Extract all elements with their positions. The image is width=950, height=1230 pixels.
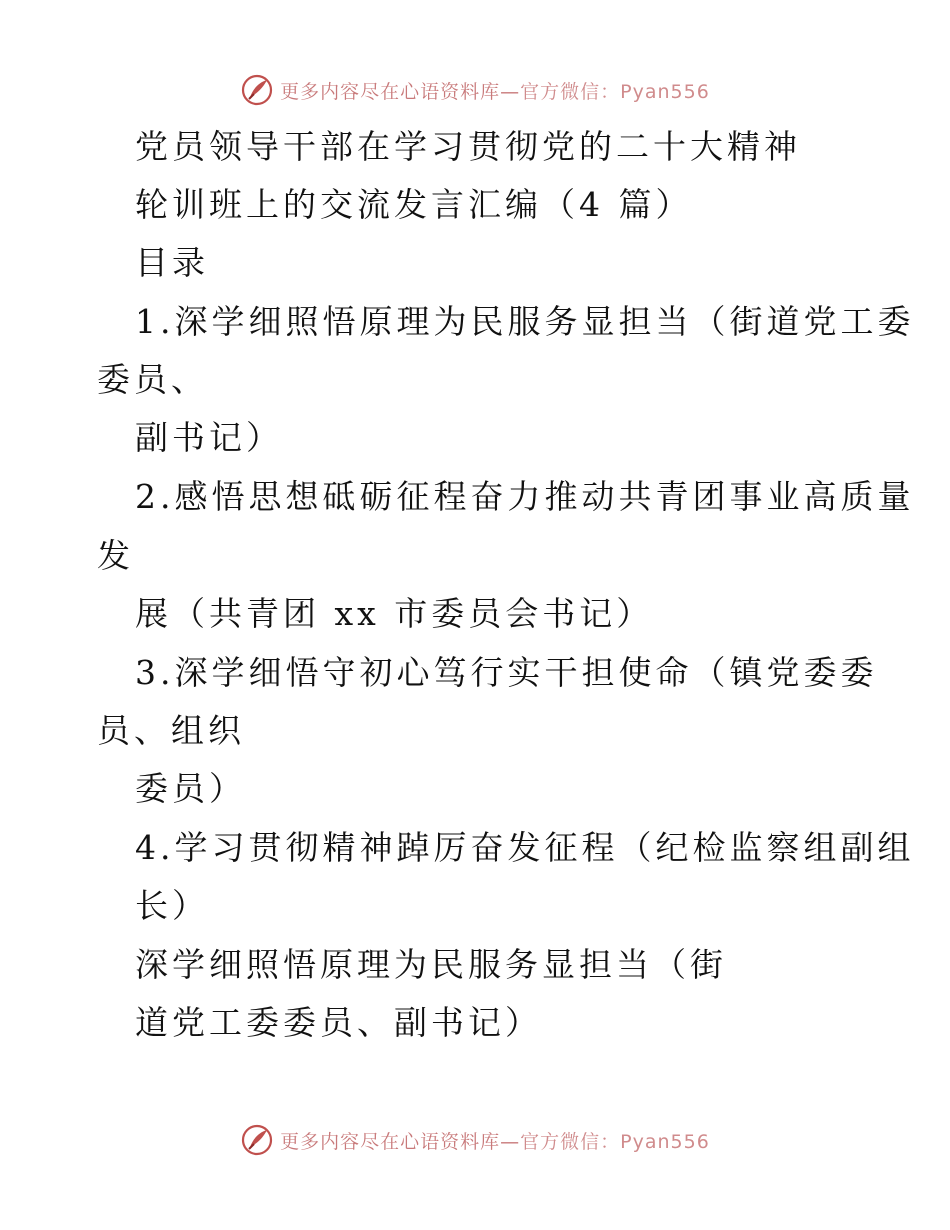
toc-item-4-line1: 4.学习贯彻精神踔厉奋发征程（纪检监察组副组 [135,828,915,867]
toc-item-4-line2: 长） [135,886,209,925]
section-title-line2: 道党工委委员、副书记） [135,1003,542,1042]
quill-logo-icon [240,73,274,107]
toc-item-2-line3: 展（共青团 xx 市委员会书记） [135,594,654,633]
watermark-footer [0,1120,950,1160]
watermark-wechat-text: 官方微信：Pyan556 [520,80,710,103]
watermark-text [280,1127,710,1154]
section-title-line1: 深学细照悟原理为民服务显担当（街 [135,945,727,984]
toc-item-3-line3: 委员） [135,769,246,808]
watermark-separator: — [500,1130,521,1153]
watermark-separator: — [500,80,521,103]
toc-heading: 目录 [135,243,209,282]
toc-item-2-line1: 2.感悟思想砥砺征程奋力推动共青团事业高质量 [135,477,915,516]
toc-item-1-line1: 1.深学细照悟原理为民服务显担当（街道党工委 [135,302,915,341]
quill-logo-icon [240,1123,274,1157]
watermark-text [280,77,710,104]
toc-item-3-line1: 3.深学细悟守初心笃行实干担使命（镇党委委 [135,653,878,692]
watermark-wechat-text: 官方微信：Pyan556 [520,1130,710,1153]
toc-item-1-line3: 副书记） [135,418,283,457]
toc-item-1-line2: 委员、 [97,360,208,399]
watermark-header [0,70,950,110]
toc-item-3-line2: 员、组织 [97,711,245,750]
watermark-main-text: 更多内容尽在心语资料库 [280,1130,501,1153]
toc-item-2-line2: 发 [97,536,134,575]
watermark-main-text: 更多内容尽在心语资料库 [280,80,501,103]
document-title-line1: 党员领导干部在学习贯彻党的二十大精神 [135,127,801,166]
document-title-line2: 轮训班上的交流发言汇编（4 篇） [135,185,693,224]
